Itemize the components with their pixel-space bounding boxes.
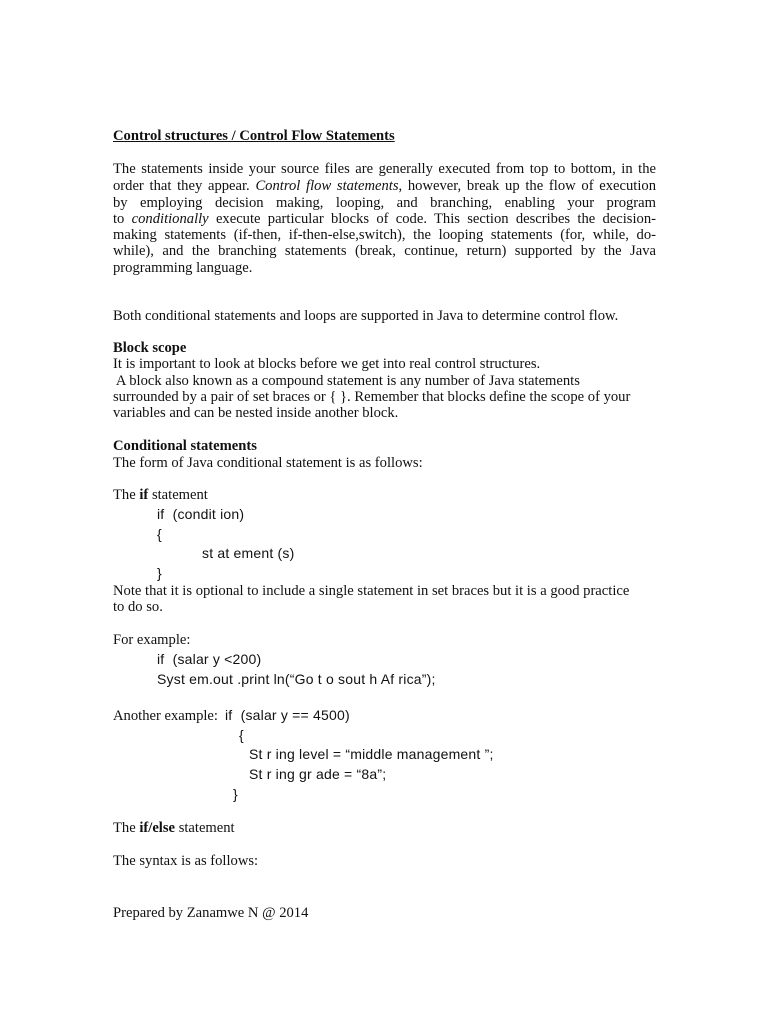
example-1-code-1: if (salar y <200) [157,651,262,667]
example-1-code-2: Syst em.out .print ln(“Go t o sout h Af rica”); [157,671,436,687]
intro-line-2-a: order that they appear. [113,178,250,194]
block-scope-line-1: It is important to look at blocks before we get into real control structures. [113,356,541,372]
if-label-keyword: if [139,487,149,503]
intro-line-7: programming language. [113,260,253,276]
intro-line-4-emphasis: conditionally [131,211,209,227]
ifelse-label-a: The [113,820,136,836]
intro-line-2 [113,178,656,195]
page-footer: Prepared by Zanamwe N @ 2014 [113,905,309,921]
ifelse-label-b: statement [178,820,235,836]
document-title: Control structures / Control Flow Statements [113,128,395,144]
conditional-line-1: The form of Java conditional statement is as follows: [113,455,423,471]
example-1-label: For example: [113,632,191,648]
example-2-code-2: { [239,727,244,743]
if-code-line-4: } [157,565,162,581]
intro-line-6: while), and the branching statements (break, continue, return) supported by the Java [113,243,656,259]
if-label-a: The [113,487,136,503]
if-code-line-2: { [157,526,162,542]
intro-line-4-a: to [113,211,125,227]
intro-line-3: by employing decision making, looping, and branching, enabling your program [113,195,656,211]
both-statement: Both conditional statements and loops are supported in Java to determine control flow. [113,308,619,324]
if-statement-label [113,487,208,504]
if-code-line-1: if (condit ion) [157,506,245,522]
if-code-line-3: st at ement (s) [202,545,295,561]
example-2-code-5: } [233,786,238,802]
example-2-code-1: if (salar y == 4500) [225,707,350,723]
example-2-code-4: St r ing gr ade = “8a”; [249,766,387,782]
conditional-heading: Conditional statements [113,438,257,454]
if-note-line-1: Note that it is optional to include a single statement in set braces but it is a good practice [113,583,630,599]
if-note-line-2: to do so. [113,599,163,615]
if-label-b: statement [151,487,208,503]
intro-line-2-emphasis: Control flow statements [255,178,399,194]
block-scope-heading: Block scope [113,340,187,356]
ifelse-label-keyword: if/else [139,820,176,836]
ifelse-syntax: The syntax is as follows: [113,853,259,869]
block-scope-line-2: A block also known as a compound statement is any number of Java statements [113,373,580,389]
intro-line-4 [113,211,656,228]
ifelse-label [113,820,235,837]
example-2-code-3: St r ing level = “middle management ”; [249,746,494,762]
intro-line-5: making statements (if-then, if-then-else,switch), the looping statements (for, while, do- [113,227,656,243]
intro-line-1: The statements inside your source files are generally executed from top to bottom, in the [113,161,656,177]
intro-line-2-b: , however, break up the flow of execution [398,178,657,194]
block-scope-line-4: variables and can be nested inside another block. [113,405,399,421]
block-scope-line-3: surrounded by a pair of set braces or { }. Remember that blocks define the scope of your [113,389,631,405]
example-2-label: Another example: [113,708,218,724]
intro-line-4-b: execute particular blocks of code. This section describes the decision- [215,211,656,227]
